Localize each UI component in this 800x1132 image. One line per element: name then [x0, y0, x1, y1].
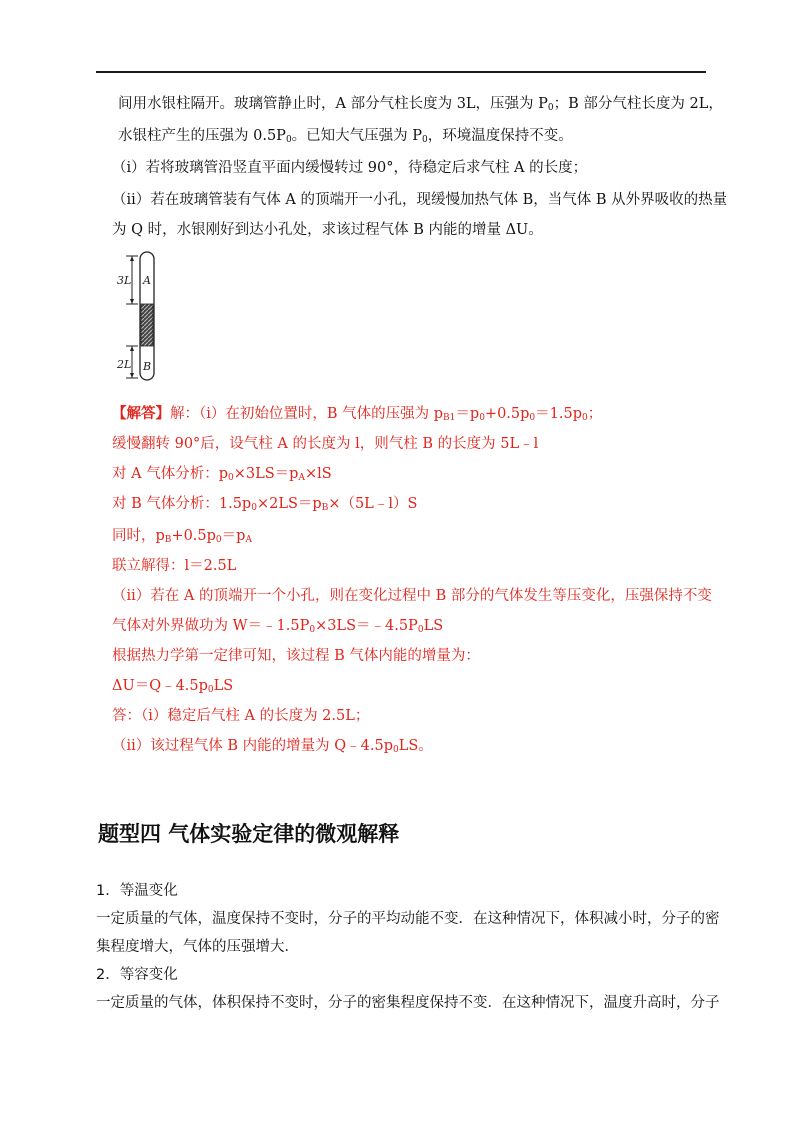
item-2-title: 2．等容变化 [96, 967, 178, 983]
answer-line-8: 气体对外界做功为 $W=﹣1.5P_0\times 3LS=﹣4.5P_0LS$ [112, 618, 444, 635]
question-line-2: 水银柱产生的压强为 $0.5P_0$。已知大气压强为 $P_0$，环境温度保持不变。 [118, 128, 573, 145]
label-B: B [143, 360, 152, 373]
answer-line-12: （ii）该过程气体 B 内能的增量为 $Q﹣4.5p_0LS$。 [112, 738, 433, 755]
question-part-1: （i）若将玻璃管沿竖直平面内缓慢转过 90°，待稳定后求气柱 A 的长度； [112, 160, 588, 176]
answer-line-4: 对 B 气体分析：$1.5p_0\times 2LS=p_B\times(5L﹣l)S$ [112, 496, 418, 513]
question-line-1: 间用水银柱隔开。玻璃管静止时，A 部分气柱长度为 3L，压强为 $P_0$；B 部分气柱长度为 2L， [118, 96, 723, 113]
answer-line-10: $\Delta U=Q﹣4.5p_0LS$ [112, 678, 234, 695]
section-heading: 题型四 气体实验定律的微观解释 [98, 822, 400, 846]
answer-line-6: 联立解得：l＝2.5L [112, 558, 237, 574]
answer-line-1: 【解答】解：（i）在初始位置时，B 气体的压强为 $p_{B1}=p_0+0.5p_0=1.5p_0$； [112, 405, 603, 423]
header-rule [96, 71, 706, 73]
question-part-2a: （ii）若在玻璃管装有气体 A 的顶端开一小孔，现缓慢加热气体 B，当气体 B 从外界吸收的热量 [112, 192, 728, 208]
item-2-text-a: 一定质量的气体，体积保持不变时，分子的密集程度保持不变．在这种情况下，温度升高时，分子 [96, 995, 720, 1011]
label-2L: 2L [117, 358, 132, 371]
mercury-column [141, 304, 153, 346]
answer-line-9: 根据热力学第一定律可知，该过程 B 气体内能的增量为： [112, 648, 480, 664]
glass-tube-figure [108, 250, 168, 386]
item-1-title: 1．等温变化 [96, 883, 178, 899]
answer-line-7: （ii）若在 A 的顶端开一个小孔，则在变化过程中 B 部分的气体发生等压变化，压强保持不变 [112, 588, 712, 604]
answer-line-5: 同时，$p_B+0.5p_0=p_A$ [112, 528, 252, 545]
question-part-2b: 为 Q 时，水银刚好到达小孔处，求该过程气体 B 内能的增量 ΔU。 [112, 222, 543, 238]
label-3L: 3L [117, 274, 132, 287]
label-A: A [143, 274, 151, 287]
item-1-text-a: 一定质量的气体，温度保持不变时，分子的平均动能不变．在这种情况下，体积减小时，分子的密 [96, 911, 720, 927]
answer-line-2: 缓慢翻转 90°后，设气柱 A 的长度为 l，则气柱 B 的长度为 5L﹣l [112, 436, 539, 452]
answer-line-11: 答：（i）稳定后气柱 A 的长度为 2.5L； [112, 708, 370, 724]
answer-line-3: 对 A 气体分析：$p_0\times 3LS=p_A\times lS$ [112, 466, 332, 483]
item-1-text-b: 集程度增大，气体的压强增大． [96, 939, 299, 955]
